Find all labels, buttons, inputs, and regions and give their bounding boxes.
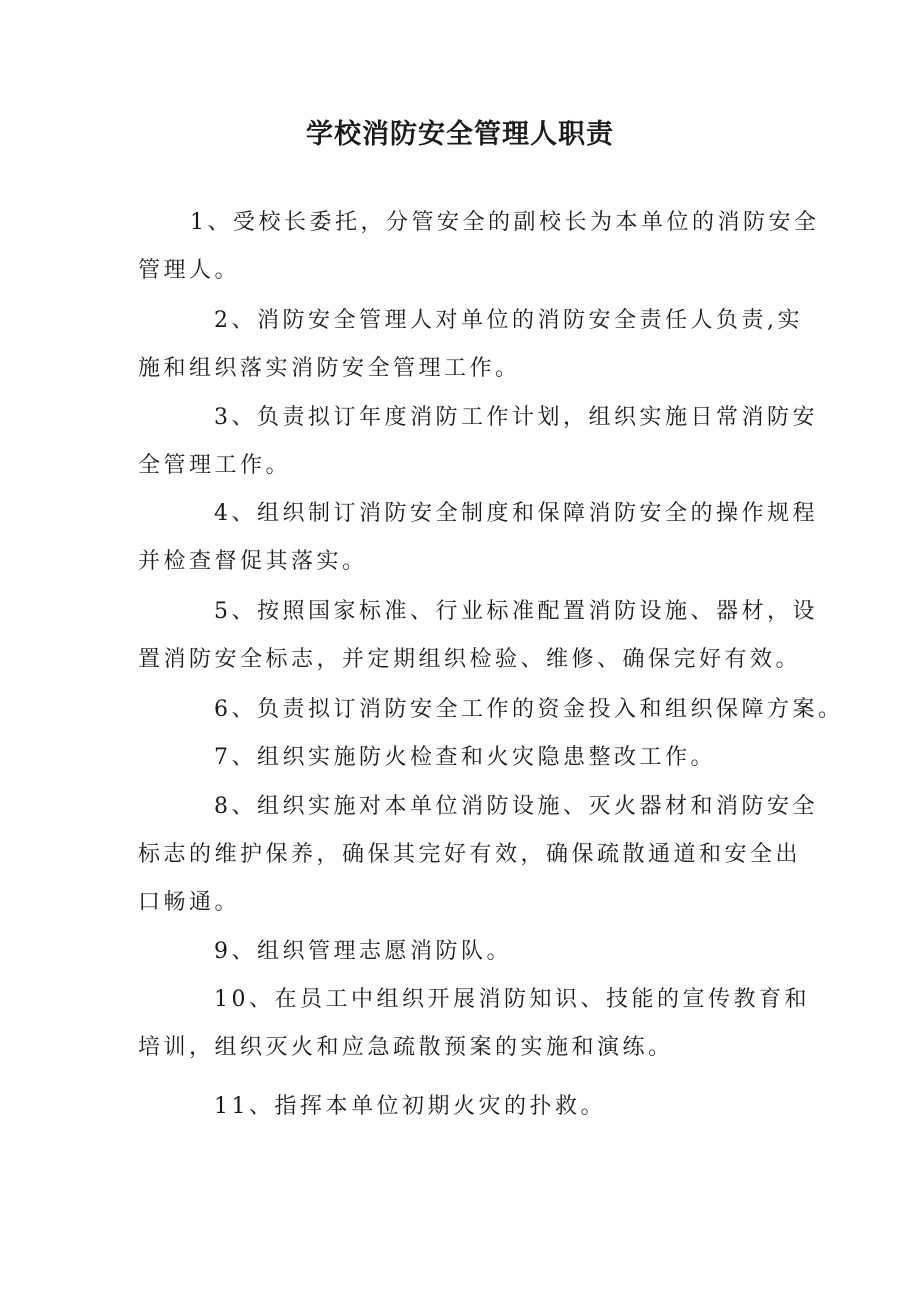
document-title: 学校消防安全管理人职责 [306, 119, 614, 150]
item-7-line-1: 7、组织实施防火检查和火灾隐患整改工作。 [214, 745, 716, 770]
item-10-line-2: 培训，组织灭火和应急疏散预案的实施和演练。 [138, 1035, 674, 1060]
item-3-line-2: 全管理工作。 [138, 453, 292, 478]
item-10-line-1: 10、在员工中组织开展消防知识、技能的宣传教育和 [214, 987, 810, 1012]
item-3-line-1: 3、负责拟订年度消防工作计划，组织实施日常消防安 [214, 405, 818, 430]
item-11-line-1: 11、指挥本单位初期火灾的扑救。 [214, 1094, 606, 1119]
item-2-line-1: 2、消防安全管理人对单位的消防安全责任人负责,实 [214, 308, 803, 333]
item-8-line-2: 标志的维护保养，确保其完好有效，确保疏散通道和安全出 [138, 842, 802, 867]
item-5-line-1: 5、按照国家标准、行业标准配置消防设施、器材，设 [214, 599, 818, 624]
item-8-line-3: 口畅通。 [138, 890, 241, 915]
item-5-line-2: 置消防安全标志，并定期组织检验、维修、确保完好有效。 [138, 647, 802, 672]
item-1-line-1: 1、受校长委托，分管安全的副校长为本单位的消防安全 [190, 210, 820, 235]
item-8-line-1: 8、组织实施对本单位消防设施、灭火器材和消防安全 [214, 794, 818, 819]
item-9-line-1: 9、组织管理志愿消防队。 [214, 939, 512, 964]
item-6-line-1: 6、负责拟订消防安全工作的资金投入和组织保障方案。 [214, 697, 844, 722]
item-4-line-1: 4、组织制订消防安全制度和保障消防安全的操作规程 [214, 501, 818, 526]
item-2-line-2: 施和组织落实消防安全管理工作。 [138, 356, 521, 381]
item-1-line-2: 管理人。 [138, 258, 241, 283]
item-4-line-2: 并检查督促其落实。 [138, 549, 368, 574]
